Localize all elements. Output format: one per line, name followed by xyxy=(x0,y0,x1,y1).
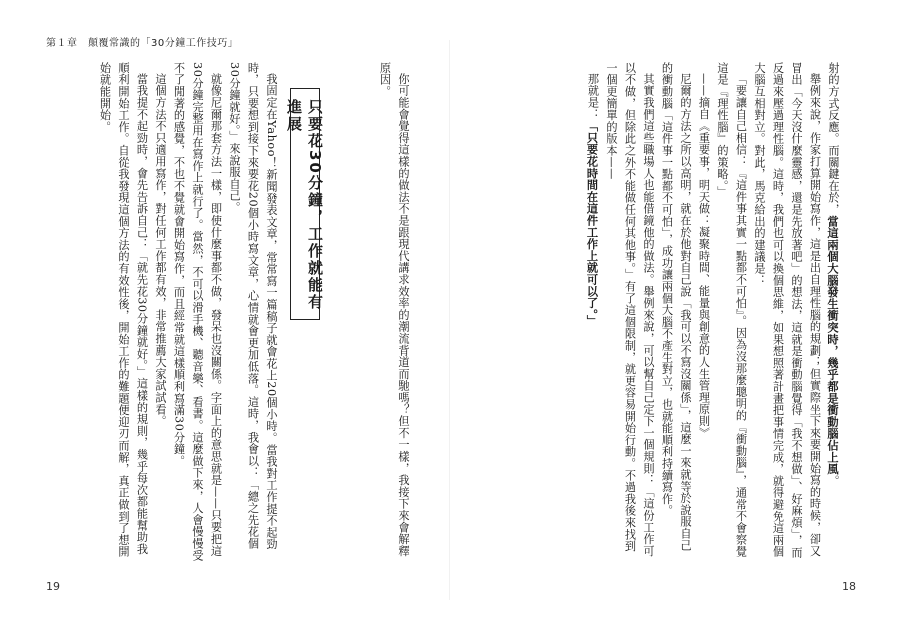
section-heading: 只要花30分鐘，工作就能有進展 xyxy=(290,88,320,320)
quote: 「要讓自己相信：『這件事其實一點都不可怕』。因為沒那麼聰明的『衝動腦』，通常不會察覺這是『理性腦』的策略。」 xyxy=(716,62,748,558)
paragraph: 那就是：「只要花時間在這件工作上就可以了。」 xyxy=(585,73,600,328)
quote-source: ——摘自《重要事，明天做：凝聚時間、能量與創意的人生管理原則》 xyxy=(697,73,711,439)
paragraph: 尼爾的方法之所以高明，就在於他對自己說「我可以不寫沒關係」，這麼一來就等於說服自己的衝動腦「這件事一點都不可怕」，成功讓兩個大腦不產生對立，也就能順利持續寫作。 xyxy=(660,62,692,552)
page-number-right: 18 xyxy=(842,580,856,593)
paragraph: 射的方式反應。而關鍵在於，當這兩個大腦發生衝突時，幾乎都是衝動腦佔上風。 xyxy=(826,62,840,487)
bold-emphasis: 當這兩個大腦發生衝突時，幾乎都是衝動腦佔上風 xyxy=(826,215,840,476)
paragraph: 當我提不起勁時，會先告訴自己：「就先花30分鐘就好。」這樣的規則，幾乎每次都能幫助我順利開始工作。自從我發現這個方法的有效性後，開始工作的難題便迎刃而解，真正做到了想開始就能開始。 xyxy=(98,62,149,558)
running-head: 第１章 顛覆常識的「30分鐘工作技巧」 xyxy=(46,38,239,49)
bold-emphasis: 「只要花時間在這件工作上就可以了。」 xyxy=(585,120,600,328)
page-number-left: 19 xyxy=(46,580,60,593)
paragraph: 這個方法不只適用寫作，對任何工作都有效，非常推薦大家試試看。 xyxy=(154,73,167,428)
left-page-intro xyxy=(330,62,412,562)
paragraph: 我固定在Yahoo！新聞發表文章，常常寫一篇稿子就會花上20個小時。當我對工作提不起勁時，只要想到接下來要花20個小時寫文章，心情就會更加低落。這時，我會以：「總之先花個30分鐘就好。」來說服自己。 xyxy=(228,62,278,551)
right-page-body xyxy=(472,62,842,562)
gutter-divider xyxy=(449,40,450,600)
paragraph: 你可能會覺得這樣的做法不是跟現代講求效率的潮流背道而馳嗎？但不一樣，我接下來會解釋原因。 xyxy=(378,62,410,557)
paragraph: 其實我們這些職場人也能借鏡他的做法。舉例來說，可以幫自己定下一個規則：「這份工作可以不做，但除此之外不能做任何其他事。」有了這個限制，就更容易開始行動。不過我後來找到一個更簡單的版本—— xyxy=(605,62,655,557)
left-page-body xyxy=(48,62,280,562)
paragraph: 舉例來說，作家打算開始寫作，這是出自理性腦的規劃；但實際坐下來要開始寫的時候，卻又冒出「今天沒什麼靈感，還是先放著吧」的想法，這就是衝動腦覺得「我不想做」、好麻煩」，而反過來壓過理性腦。這時，我們也可以換個思維，如果想照著計畫把事情完成，就得避免這兩個大腦互相對立。對此，馬克給出的建議是： xyxy=(753,62,822,559)
paragraph: 就像尼爾那套方法一樣，即使什麼事都不做，發呆也沒關係。字面上的意思就是——只要把這30分鐘完整用在寫作上就行了。當然，不可以滑手機、聽音樂、看書。這麼做下來，人會慢慢受不了閒著的感覺，不也不覺就會開始寫作，而且經常就這樣順利寫滿30分鐘。 xyxy=(172,62,223,562)
